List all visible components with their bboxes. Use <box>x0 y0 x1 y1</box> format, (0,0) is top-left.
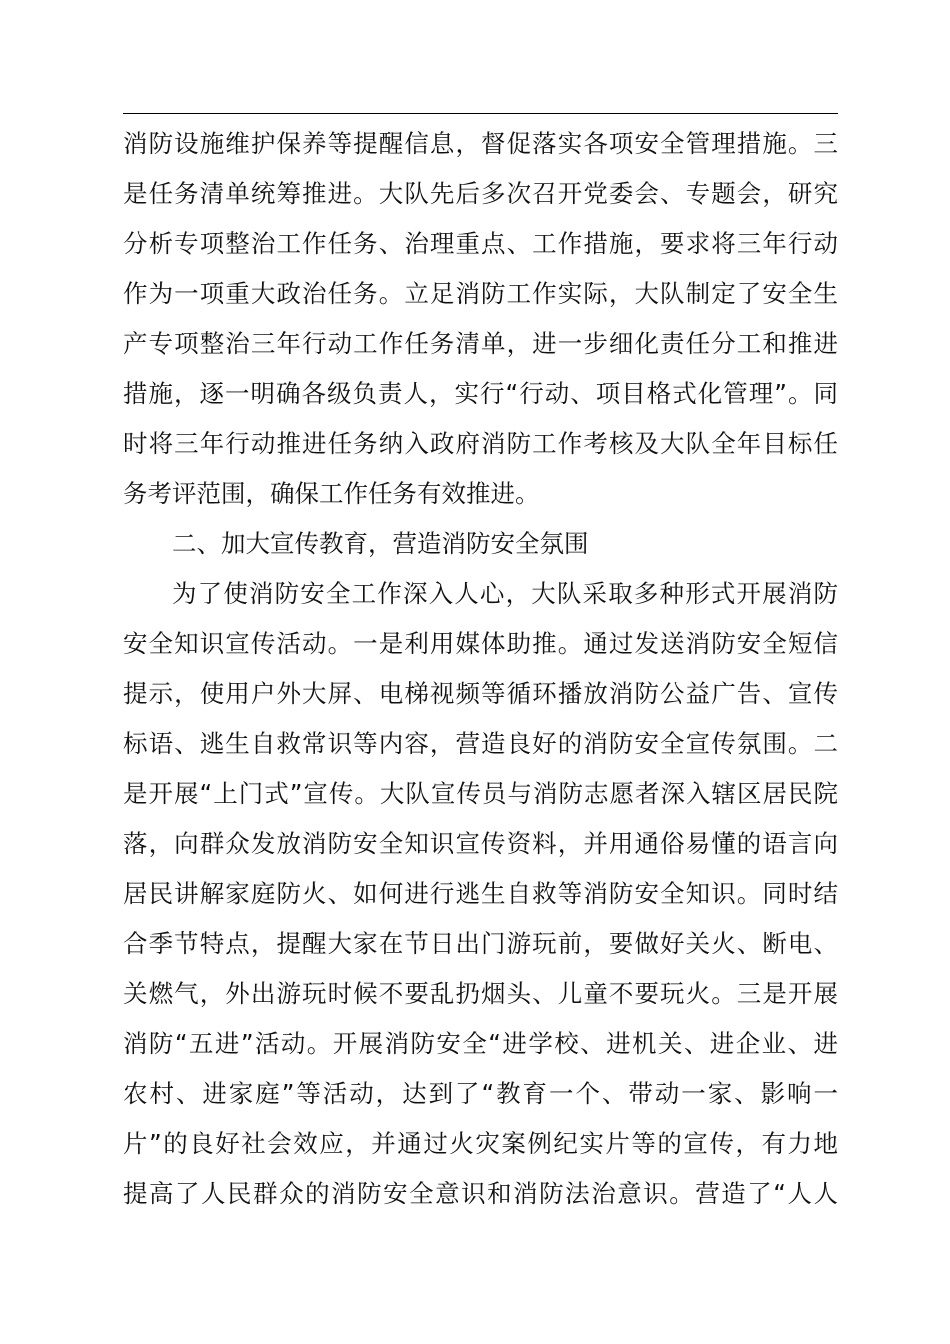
header-rule <box>123 113 838 114</box>
paragraph-2-line: 居民讲解家庭防火、如何进行逃生自救等消防安全知识。同时结 <box>123 879 838 908</box>
paragraph-2-line: 标语、逃生自救常识等内容，营造良好的消防安全宣传氛围。二 <box>123 729 838 758</box>
paragraph-1-line: 分析专项整治工作任务、治理重点、工作措施，要求将三年行动 <box>123 229 838 258</box>
paragraph-1-line: 是任务清单统筹推进。大队先后多次召开党委会、专题会，研究 <box>123 179 838 208</box>
paragraph-2-line: 提高了人民群众的消防安全意识和消防法治意识。营造了“人人 <box>123 1179 838 1208</box>
paragraph-2-line: 提示，使用户外大屏、电梯视频等循环播放消防公益广告、宣传 <box>123 679 838 708</box>
paragraph-1-line: 作为一项重大政治任务。立足消防工作实际，大队制定了安全生 <box>123 279 838 308</box>
paragraph-2-line: 合季节特点，提醒大家在节日出门游玩前，要做好关火、断电、 <box>123 929 838 958</box>
paragraph-2-line: 关燃气，外出游玩时候不要乱扔烟头、儿童不要玩火。三是开展 <box>123 979 838 1008</box>
paragraph-1-line: 消防设施维护保养等提醒信息，督促落实各项安全管理措施。三 <box>123 129 838 158</box>
paragraph-2-line: 为了使消防安全工作深入人心，大队采取多种形式开展消防 <box>172 579 838 608</box>
paragraph-1-line: 措施，逐一明确各级负责人，实行“行动、项目格式化管理”。同 <box>123 379 838 408</box>
paragraph-2-line: 落，向群众发放消防安全知识宣传资料，并用通俗易懂的语言向 <box>123 829 838 858</box>
paragraph-1-line: 时将三年行动推进任务纳入政府消防工作考核及大队全年目标任 <box>123 429 838 458</box>
paragraph-2-line: 片”的良好社会效应，并通过火灾案例纪实片等的宣传，有力地 <box>123 1129 838 1158</box>
paragraph-1-line: 务考评范围，确保工作任务有效推进。 <box>123 479 540 508</box>
paragraph-2-line: 农村、进家庭”等活动，达到了“教育一个、带动一家、影响一 <box>123 1079 838 1108</box>
paragraph-2-line: 消防“五进”活动。开展消防安全“进学校、进机关、进企业、进 <box>123 1029 838 1058</box>
paragraph-2-line: 安全知识宣传活动。一是利用媒体助推。通过发送消防安全短信 <box>123 629 838 658</box>
section-heading: 二、加大宣传教育，营造消防安全氛围 <box>172 529 589 558</box>
paragraph-1-line: 产专项整治三年行动工作任务清单，进一步细化责任分工和推进 <box>123 329 838 358</box>
paragraph-2-line: 是开展“上门式”宣传。大队宣传员与消防志愿者深入辖区居民院 <box>123 779 838 808</box>
